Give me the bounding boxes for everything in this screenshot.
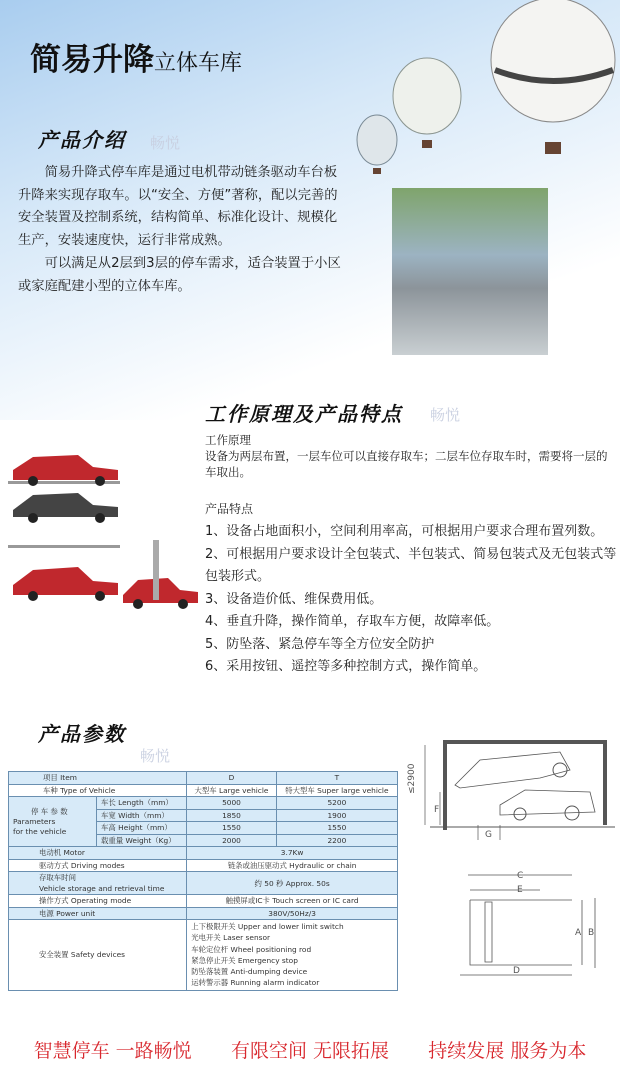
svg-text:C: C [517,871,524,881]
parking-lift-photo [392,188,548,355]
svg-text:B: B [588,928,595,938]
intro-heading: 产品介绍 [38,128,126,152]
footer-slogans [0,1036,620,1063]
svg-text:D: D [513,966,520,976]
slogan: 有限空间 无限拓展 [230,1040,390,1062]
params-table: 项目 Item D T 车种 Type of Vehicle 大型车 Large vehicle 特大型车 Super large vehicle 停 车 参 数 Parameters for the vehicle 车长 Length（mm） 5000 5200 车宽 Width（mm） 1850 1900 车高 Height（mm） 1550 1550 载重量 Weight（Kg） 2000 2200 电动机 Motor 3.7Kw 驱动方式 Driving modes 链条或油压驱动式 Hydraulic or chain 存取车时间 Vehicle storage and retrieval time 约 50 秒 Approx. 50s 操作方式 Operating mode 触摸屏或IC卡 Touch screen or IC card 电源 Power unit 380V/50Hz/3 安全装置 Safety devices 上下极限开关 Upper and lower limit switch 光电开关 Laser sensor 车轮定位杆 Wheel positioning rod 紧急停止开关 Emergency stop 防坠落装置 Anti-dumping device 运转警示器 Running alarm indicator [8,771,398,991]
lift-car-illustrations [8,445,203,615]
watermark-logo: 畅悦 [430,406,461,424]
slogan: 持续发展 服务为本 [428,1040,587,1062]
svg-text:F: F [434,805,440,815]
principle-heading: 工作原理及产品特点 [205,402,403,426]
features-list: 产品特点 1、设备占地面积小，空间利用率高，可根据用户要求合理布置列数。 2、可根据用户要求设计全包装式、半包装式、简易包装式及无包装式等包装形式。 3、设备造价低、维保费用低。 4、垂直升降，操作简单，存取车方便，故障率低。 5、防坠落、紧急停车等全方位安全防护 6、采用按钮、遥控等多种控制方式，操作简单。 [205,502,617,674]
height-label: ≤2900 [407,763,417,794]
page-title: 简易升降立体车库 [30,42,243,78]
work-principle: 工作原理 设备为两层布置，一层车位可以直接存取车；二层车位存取车时，需要将一层的车取出。 [205,433,608,479]
dimension-diagrams [400,730,620,990]
watermark-logo: 畅悦 [150,134,181,152]
hot-air-balloons-image [355,0,620,180]
watermark-logo: 畅悦 [140,747,171,765]
svg-text:A: A [575,928,582,938]
svg-text:G: G [485,830,492,840]
svg-text:E: E [517,885,523,895]
slogan: 智慧停车 一路畅悦 [33,1040,192,1062]
intro-text: 简易升降式停车库是通过电机带动链条驱动车台板升降来实现存取车。以“安全、方便”著称，配以完善的安全装置及控制系统，结构简单、标准化设计、规模化生产，安装速度快，运行非常成熟。 可以满足从2层到3层的停车需求，适合装置于小区或家庭配建小型的立体车库。 [18,165,341,294]
params-heading: 产品参数 [38,722,126,746]
